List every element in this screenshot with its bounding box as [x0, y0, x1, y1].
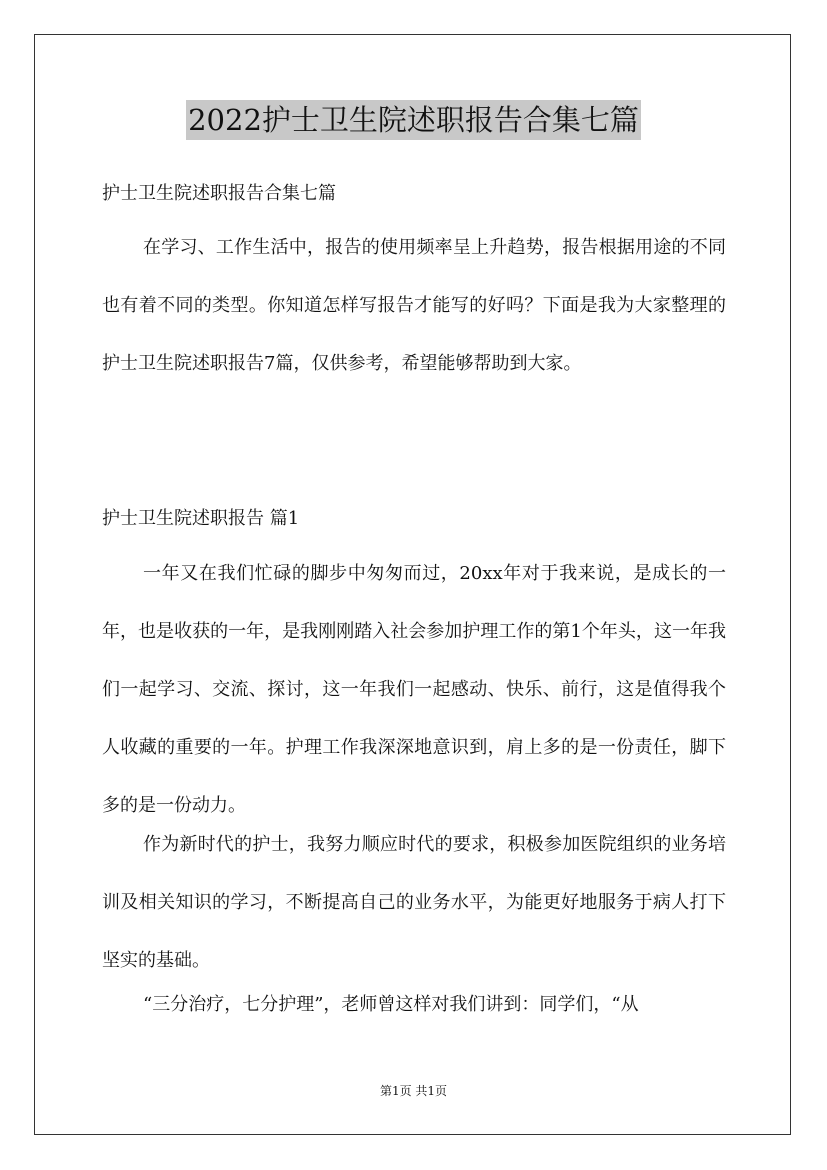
document-title-text: 2022护士卫生院述职报告合集七篇: [186, 100, 641, 140]
document-title: [0, 100, 827, 140]
document-subtitle: 护士卫生院述职报告合集七篇: [102, 183, 336, 204]
body-paragraph-3: “三分治疗，七分护理”，老师曾这样对我们讲到：同学们，“从: [143, 994, 639, 1015]
body-paragraph-2: 作为新时代的护士，我努力顺应时代的要求，积极参加医院组织的业务培训及相关知识的学习，不断提高自己的业务水平，为能更好地服务于病人打下坚实的基础。: [102, 834, 726, 971]
page-footer: 第1页 共1页: [379, 1084, 448, 1098]
intro-paragraph: 在学习、工作生活中，报告的使用频率呈上升趋势，报告根据用途的不同也有着不同的类型。你知道怎样写报告才能写的好吗？下面是我为大家整理的护士卫生院述职报告7篇，仅供参考，希望能够帮助到大家。: [102, 237, 726, 374]
body-paragraph-1: 一年又在我们忙碌的脚步中匆匆而过，20xx年对于我来说，是成长的一年，也是收获的一年，是我刚刚踏入社会参加护理工作的第1个年头，这一年我们一起学习、交流、探讨，这一年我们一起感动、快乐、前行，这是值得我个人收藏的重要的一年。护理工作我深深地意识到，肩上多的是一份责任，脚下多的是一份动力。: [102, 563, 726, 816]
section-heading: 护士卫生院述职报告 篇1: [102, 508, 300, 529]
